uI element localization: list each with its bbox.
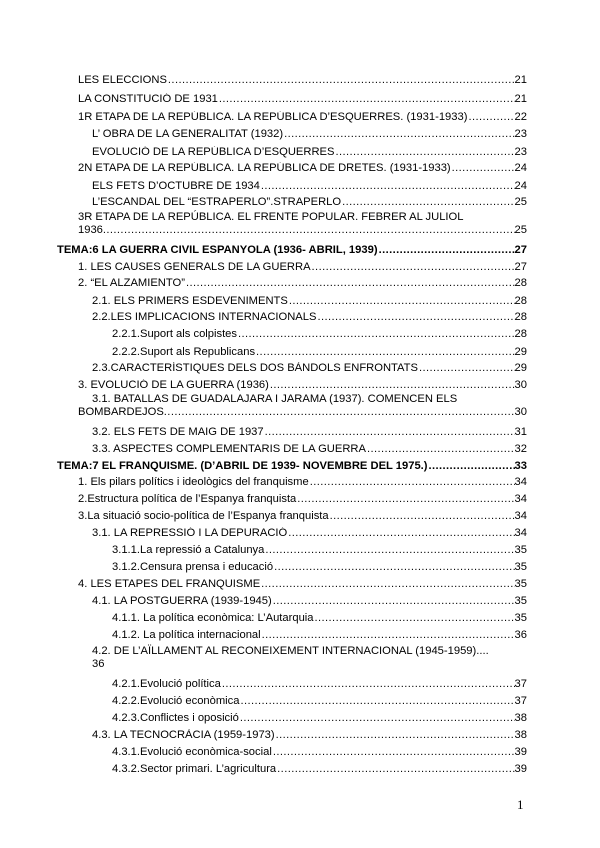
toc-entry[interactable] bbox=[78, 93, 527, 106]
toc-entry-continuation bbox=[78, 406, 527, 419]
toc-leader-dots bbox=[264, 426, 515, 439]
toc-entry[interactable] bbox=[112, 678, 527, 691]
toc-entry[interactable] bbox=[112, 612, 527, 625]
toc-entry[interactable] bbox=[92, 311, 527, 324]
toc-entry-title: 1. Els pilars polítics i ideològics del franquisme bbox=[78, 476, 309, 488]
toc-leader-dots bbox=[334, 146, 514, 159]
toc-entry-page: 34 bbox=[514, 493, 527, 505]
toc-entry-title: 2.1. ELS PRIMERS ESDEVENIMENTS bbox=[92, 295, 288, 307]
toc-entry[interactable] bbox=[92, 426, 527, 439]
toc-leader-dots bbox=[218, 93, 515, 106]
toc-leader-dots bbox=[103, 224, 515, 237]
toc-entry[interactable] bbox=[78, 277, 527, 290]
toc-entry-page: 35 bbox=[514, 612, 527, 624]
toc-entry[interactable] bbox=[78, 162, 527, 175]
toc-entry[interactable] bbox=[112, 695, 527, 708]
toc-entry-page: 34 bbox=[514, 527, 527, 539]
toc-leader-dots bbox=[287, 527, 514, 540]
toc-entry-title: 2.2.LES IMPLICACIONS INTERNACIONALS bbox=[92, 311, 317, 323]
toc-entry-title: 4.3. LA TECNOCRÀCIA (1959-1973) bbox=[92, 729, 275, 741]
toc-entry-page: 30 bbox=[514, 406, 527, 418]
toc-leader-dots bbox=[237, 328, 515, 341]
toc-entry-title: 3.La situació socio-política de l’Espanya franquista bbox=[78, 510, 329, 522]
toc-entry[interactable] bbox=[78, 74, 527, 87]
toc-entry-page: 29 bbox=[514, 362, 527, 374]
toc-leader-dots bbox=[164, 406, 515, 419]
toc-entry[interactable] bbox=[92, 645, 527, 671]
toc-entry-title-cont: BOMBARDEJOS bbox=[78, 406, 164, 418]
toc-leader-dots bbox=[341, 196, 514, 209]
toc-entry-page: 25 bbox=[514, 224, 527, 236]
toc-entry-title: 3.2. ELS FETS DE MAIG DE 1937 bbox=[92, 426, 264, 438]
toc-leader-dots bbox=[316, 311, 514, 324]
toc-entry-page: 36 bbox=[514, 629, 527, 641]
toc-leader-dots bbox=[296, 493, 514, 506]
toc-entry[interactable] bbox=[78, 510, 527, 523]
toc-entry[interactable] bbox=[78, 379, 527, 392]
toc-entry-page: 37 bbox=[514, 678, 527, 690]
toc-entry[interactable] bbox=[92, 443, 527, 456]
toc-entry-title: 4.2.1.Evolució política bbox=[112, 678, 221, 690]
toc-entry[interactable] bbox=[92, 128, 527, 141]
toc-leader-dots bbox=[260, 578, 514, 591]
toc-entry-title: 3R ETAPA DE LA REPÚBLICA. EL FRENTE POPULAR. FEBRER AL JULIOL bbox=[78, 211, 464, 223]
toc-entry-title-cont: 1936 bbox=[78, 224, 103, 236]
toc-leader-dots bbox=[221, 678, 515, 691]
toc-chapter-entry[interactable] bbox=[57, 244, 527, 257]
toc-entry-page: 35 bbox=[514, 544, 527, 556]
toc-entry-title: 4.2. DE L’AÏLLAMENT AL RECONEIXEMENT INTERNACIONAL (1945-1959).... bbox=[92, 645, 489, 657]
toc-entry-page: 23 bbox=[514, 128, 527, 140]
toc-leader-dots bbox=[269, 379, 515, 392]
toc-entry-page: 28 bbox=[514, 295, 527, 307]
toc-entry-title: L’ OBRA DE LA GENERALITAT (1932) bbox=[92, 128, 284, 140]
toc-entry-page: 32 bbox=[514, 443, 527, 455]
toc-entry[interactable] bbox=[112, 746, 527, 759]
toc-entry-title: LES ELECCIONS bbox=[78, 74, 167, 86]
toc-leader-dots bbox=[378, 244, 515, 257]
toc-entry[interactable] bbox=[112, 328, 527, 341]
toc-entry[interactable] bbox=[78, 578, 527, 591]
toc-entry-title: LA CONSTITUCIÓ DE 1931 bbox=[78, 93, 218, 105]
toc-entry-page: 21 bbox=[514, 93, 527, 105]
toc-entry-title: 3. EVOLUCIÓ DE LA GUERRA (1936) bbox=[78, 379, 269, 391]
toc-entry-title: TEMA:7 EL FRANQUISME. (D’ABRIL DE 1939- NOVEMBRE DEL 1975.) bbox=[57, 460, 428, 472]
toc-entry[interactable] bbox=[78, 393, 527, 419]
toc-entry-title: 2. “EL ALZAMIENTO” bbox=[78, 277, 185, 289]
toc-entry-title: EVOLUCIÓ DE LA REPÚBLICA D’ESQUERRES bbox=[92, 146, 335, 158]
toc-entry[interactable] bbox=[112, 712, 527, 725]
toc-entry-page: 25 bbox=[514, 196, 527, 208]
toc-leader-dots bbox=[276, 763, 514, 776]
toc-entry-page: 34 bbox=[514, 476, 527, 488]
toc-entry-page: 33 bbox=[514, 460, 527, 472]
toc-entry-title: 2.Estructura política de l’Espanya franquista bbox=[78, 493, 297, 505]
toc-entry-page: 39 bbox=[514, 746, 527, 758]
toc-entry-title: 4.1. LA POSTGUERRA (1939-1945) bbox=[92, 595, 272, 607]
toc-leader-dots bbox=[428, 460, 515, 473]
toc-entry-title: TEMA:6 LA GUERRA CIVIL ESPANYOLA (1936- ABRIL, 1939) bbox=[57, 244, 378, 256]
toc-entry-title: L’ESCANDAL DEL “ESTRAPERLO”.STRAPERLO bbox=[92, 196, 342, 208]
toc-entry[interactable] bbox=[92, 180, 527, 193]
toc-entry-title: 1R ETAPA DE LA REPÚBLICA. LA REPÚBLICA D’ESQUERRES. (1931-1933) bbox=[78, 111, 468, 123]
toc-entry-page: 37 bbox=[514, 695, 527, 707]
toc-leader-dots bbox=[275, 729, 515, 742]
toc-leader-dots bbox=[261, 629, 515, 642]
toc-leader-dots bbox=[167, 74, 515, 87]
page-number: 1 bbox=[517, 797, 524, 812]
toc-leader-dots bbox=[264, 544, 514, 557]
toc-leader-dots bbox=[240, 695, 515, 708]
toc-entry-title: 4.3.2.Sector primari. L’agricultura bbox=[112, 763, 277, 775]
toc-entry-title: 4. LES ETAPES DEL FRANQUISME bbox=[78, 578, 261, 590]
toc-entry-page: 22 bbox=[514, 111, 527, 123]
toc-leader-dots bbox=[185, 277, 515, 290]
toc-entry-page: 30 bbox=[514, 379, 527, 391]
toc-entry-title: 2.2.1.Suport als colpistes bbox=[112, 328, 237, 340]
toc-entry[interactable] bbox=[92, 196, 527, 209]
toc-entry-page: 35 bbox=[514, 595, 527, 607]
toc-entry[interactable] bbox=[112, 544, 527, 557]
toc-leader-dots bbox=[255, 346, 515, 359]
toc-entry-title: 3.1. BATALLAS DE GUADALAJARA I JARAMA (1937). COMENCEN ELS bbox=[92, 393, 458, 405]
toc-entry[interactable] bbox=[78, 111, 527, 124]
toc-entry-page: 35 bbox=[514, 561, 527, 573]
toc-entry-title: 2.2.2.Suport als Republicans bbox=[112, 346, 256, 358]
toc-leader-dots bbox=[309, 476, 515, 489]
toc-entry-title: 1. LES CAUSES GENERALS DE LA GUERRA bbox=[78, 261, 311, 273]
toc-entry-title: 2N ETAPA DE LA REPÚBLICA. LA REPÚBLICA DE DRETES. (1931-1933) bbox=[78, 162, 451, 174]
toc-entry-page: 39 bbox=[514, 763, 527, 775]
toc-entry-page: 29 bbox=[514, 346, 527, 358]
toc-entry[interactable] bbox=[112, 763, 527, 776]
toc-leader-dots bbox=[329, 510, 515, 523]
toc-leader-dots bbox=[467, 111, 514, 124]
toc-entry-page: 28 bbox=[514, 311, 527, 323]
toc-chapter-entry[interactable] bbox=[57, 460, 527, 473]
toc-entry-page: 35 bbox=[514, 578, 527, 590]
toc-entry-title: 3.1.1.La repressió a Catalunya bbox=[112, 544, 265, 556]
toc-entry[interactable] bbox=[92, 146, 527, 159]
toc-entry[interactable] bbox=[78, 476, 527, 489]
toc-entry-page: 21 bbox=[514, 74, 527, 86]
toc-entry-page: 24 bbox=[514, 180, 527, 192]
toc-entry[interactable] bbox=[92, 295, 527, 308]
toc-leader-dots bbox=[273, 561, 514, 574]
toc-entry-page: 36 bbox=[92, 658, 105, 670]
toc-entry-title: 3.3. ASPECTES COMPLEMENTARIS DE LA GUERRA bbox=[92, 443, 366, 455]
toc-entry-title: 4.1.2. La política internacional bbox=[112, 629, 261, 641]
toc-entry-page: 38 bbox=[514, 712, 527, 724]
toc-entry-continuation bbox=[78, 224, 527, 237]
toc-leader-dots bbox=[314, 612, 515, 625]
toc-entry-page: 27 bbox=[514, 244, 527, 256]
toc-entry-title: 4.3.1.Evolució econòmica-social bbox=[112, 746, 272, 758]
toc-entry-page: 28 bbox=[514, 277, 527, 289]
toc-entry[interactable] bbox=[78, 211, 527, 237]
toc-leader-dots bbox=[272, 746, 515, 759]
toc-entry-title: 3.1. LA REPRESSIÓ I LA DEPURACIÓ bbox=[92, 527, 288, 539]
toc-entry[interactable] bbox=[92, 729, 527, 742]
toc-leader-dots bbox=[283, 128, 514, 141]
toc-entry-title: 4.2.2.Evolució econòmica bbox=[112, 695, 240, 707]
toc-entry[interactable] bbox=[92, 362, 527, 375]
toc-entry[interactable] bbox=[92, 595, 527, 608]
toc-entry-page: 38 bbox=[514, 729, 527, 741]
toc-entry-title: 4.1.1. La política econòmica: L’Autarquia bbox=[112, 612, 314, 624]
toc-entry-page: 34 bbox=[514, 510, 527, 522]
toc-entry[interactable] bbox=[112, 346, 527, 359]
toc-leader-dots bbox=[272, 595, 515, 608]
toc-leader-dots bbox=[260, 180, 515, 193]
toc-entry-page: 31 bbox=[514, 426, 527, 438]
toc-leader-dots bbox=[418, 362, 515, 375]
toc-entry-page: 24 bbox=[514, 162, 527, 174]
toc-entry-page: 28 bbox=[514, 328, 527, 340]
toc-leader-dots bbox=[451, 162, 515, 175]
toc-entry[interactable] bbox=[112, 561, 527, 574]
toc-entry-page: 27 bbox=[514, 261, 527, 273]
toc-entry[interactable] bbox=[112, 629, 527, 642]
toc-entry[interactable] bbox=[78, 261, 527, 274]
toc-entry-title: ELS FETS D’OCTUBRE DE 1934 bbox=[92, 180, 260, 192]
toc-entry-title: 4.2.3.Conflictes i oposició bbox=[112, 712, 239, 724]
toc-entry-page: 23 bbox=[514, 146, 527, 158]
toc-entry[interactable] bbox=[78, 493, 527, 506]
toc-entry-title: 2.3.CARACTERÍSTIQUES DELS DOS BÀNDOLS ENFRONTATS bbox=[92, 362, 418, 374]
toc-leader-dots bbox=[239, 712, 515, 725]
toc-entry-title: 3.1.2.Censura prensa i educació bbox=[112, 561, 274, 573]
toc-leader-dots bbox=[288, 295, 515, 308]
toc-entry[interactable] bbox=[92, 527, 527, 540]
toc-leader-dots bbox=[366, 443, 515, 456]
toc-leader-dots bbox=[311, 261, 515, 274]
